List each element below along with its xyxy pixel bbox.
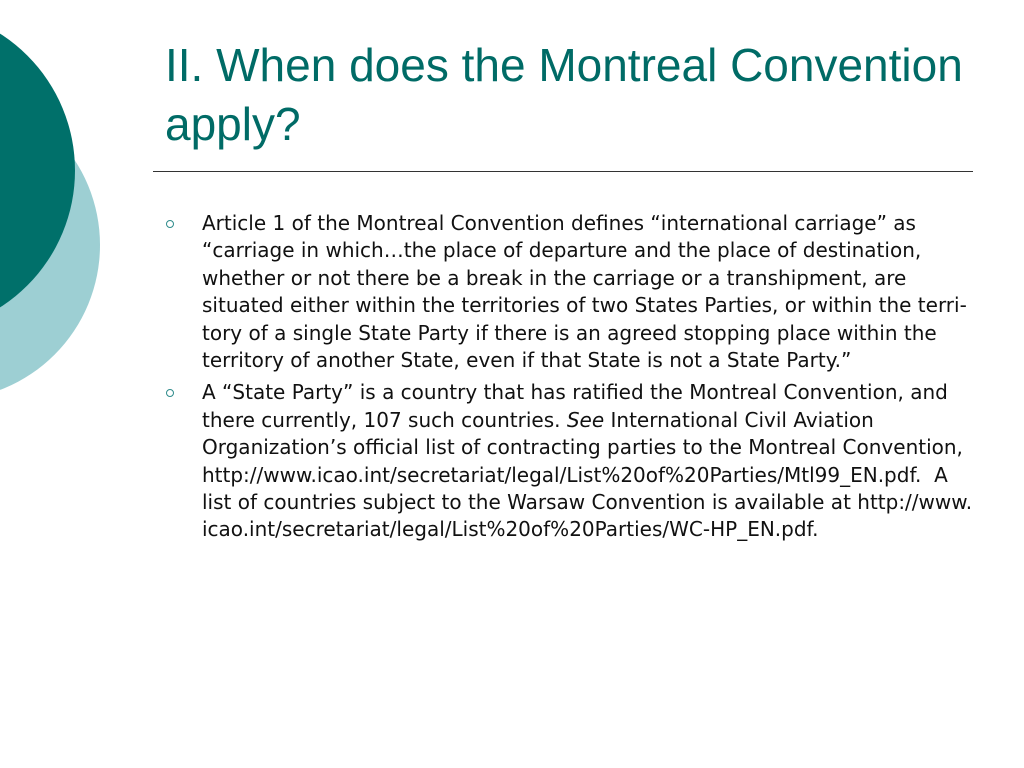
hollow-circle-bullet-icon bbox=[166, 389, 174, 397]
warsaw-parties-link[interactable]: http://www.icao.int/secretariat/legal/List%20of%20Parties/WC-HP_EN.pdf. bbox=[202, 490, 973, 542]
bullet-list bbox=[160, 210, 975, 549]
bullet-text-part: A list of countries subject to the Warsaw Convention is available at bbox=[202, 462, 948, 515]
bullet-text: Article 1 of the Montreal Convention defines “international carriage” as “carriage in which…the place of departure and the place of destination, whether or not there be a break in the carriage or a transhipment, are situated either within the territories of two States Parties, or within the terri-tory of a single State Party if there is an agreed stopping place within the territory of another State, even if that State is not a State Party.” bbox=[202, 211, 967, 373]
bullet-text-part: A “State Party” is a country that has ratified the Montreal Convention, and there currently, 107 such countries. bbox=[202, 380, 948, 432]
bullet-item-article-1 bbox=[160, 210, 975, 374]
bullet-text-part: International Civil Aviation Organization’s official list of contracting parties to the Montreal Convention, bbox=[202, 407, 963, 460]
montreal-parties-link[interactable]: http://www.icao.int/secretariat/legal/List%20of%20Parties/Mtl99_EN.pdf. bbox=[202, 462, 922, 487]
bullet-text bbox=[202, 380, 972, 541]
hollow-circle-bullet-icon bbox=[166, 220, 174, 228]
slide-title: II. When does the Montreal Convention apply? bbox=[165, 39, 963, 150]
bullet-item-state-party bbox=[160, 379, 975, 543]
title-divider bbox=[153, 171, 973, 172]
see-italic: See bbox=[566, 407, 605, 432]
